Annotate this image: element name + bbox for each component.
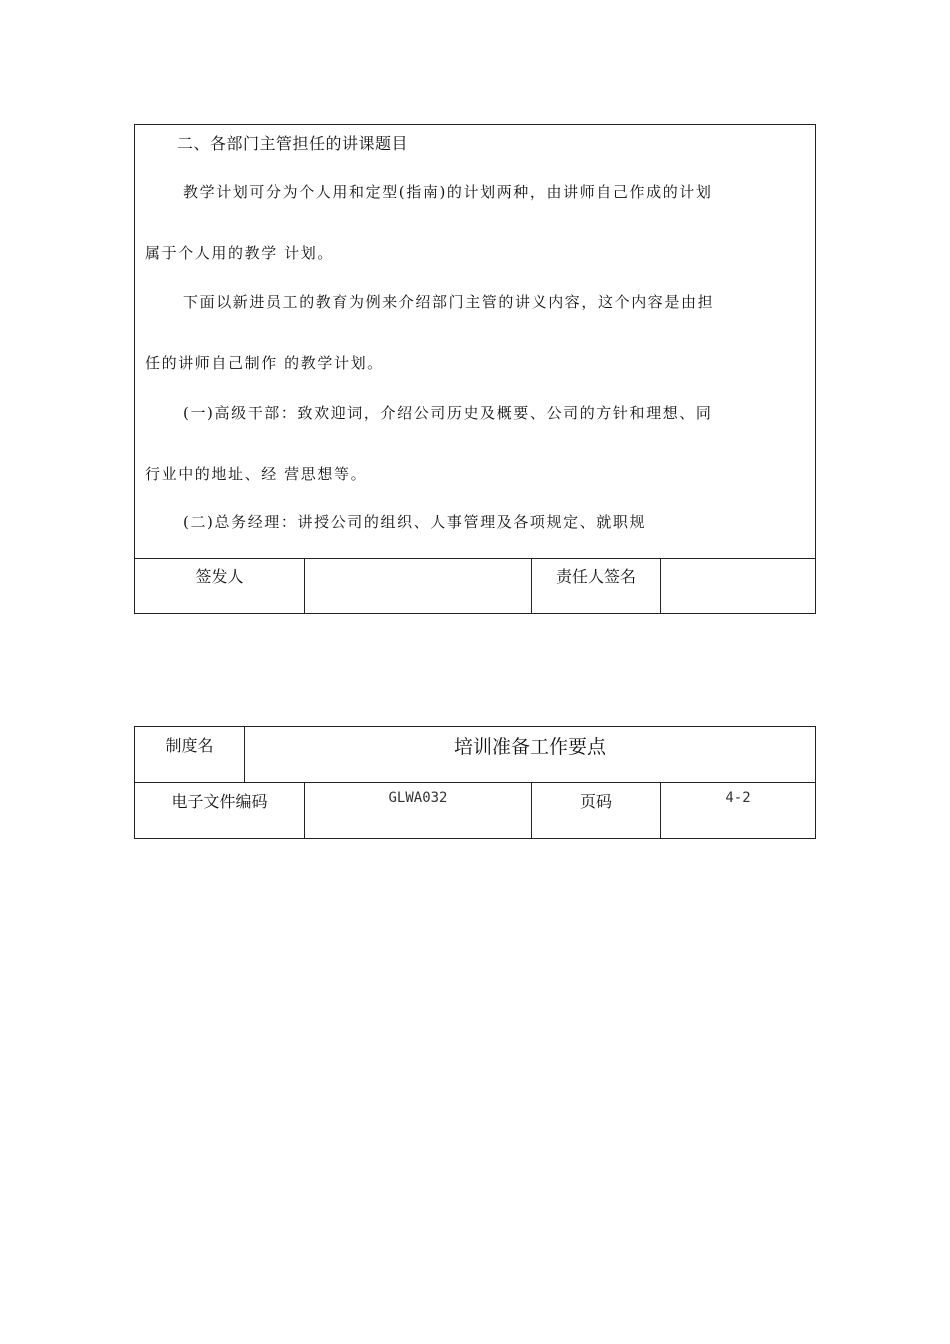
paragraph-line: (一)高级干部：致欢迎词，介绍公司历史及概要、公司的方针和理想、同	[183, 404, 713, 422]
paragraph-line: 下面以新进员工的教育为例来介绍部门主管的讲义内容，这个内容是由担	[183, 293, 715, 311]
paragraph-line: 属于个人用的教学 计划。	[145, 244, 334, 262]
content-table	[134, 124, 816, 614]
system-name-label: 制度名	[135, 727, 245, 783]
system-name-value: 培训准备工作要点	[245, 727, 816, 783]
content-body	[135, 125, 816, 559]
paragraph-line: 任的讲师自己制作 的教学计划。	[145, 354, 384, 372]
page-number: 4-2	[661, 783, 816, 839]
document-meta-table	[134, 726, 816, 839]
page-label: 页码	[532, 783, 661, 839]
responsible-signature-field[interactable]	[661, 559, 816, 614]
file-code-label: 电子文件编码	[135, 783, 305, 839]
issuer-label: 签发人	[135, 559, 305, 614]
section-title: 二、各部门主管担任的讲课题目	[177, 134, 409, 153]
file-code-value: GLWA032	[305, 783, 532, 839]
responsible-label: 责任人签名	[532, 559, 661, 614]
paragraph-line: 行业中的地址、经 营思想等。	[145, 465, 368, 483]
paragraph-line: (二)总务经理：讲授公司的组织、人事管理及各项规定、就职规	[183, 513, 647, 531]
issuer-signature-field[interactable]	[305, 559, 532, 614]
paragraph-line: 教学计划可分为个人用和定型(指南)的计划两种，由讲师自己作成的计划	[183, 183, 713, 201]
